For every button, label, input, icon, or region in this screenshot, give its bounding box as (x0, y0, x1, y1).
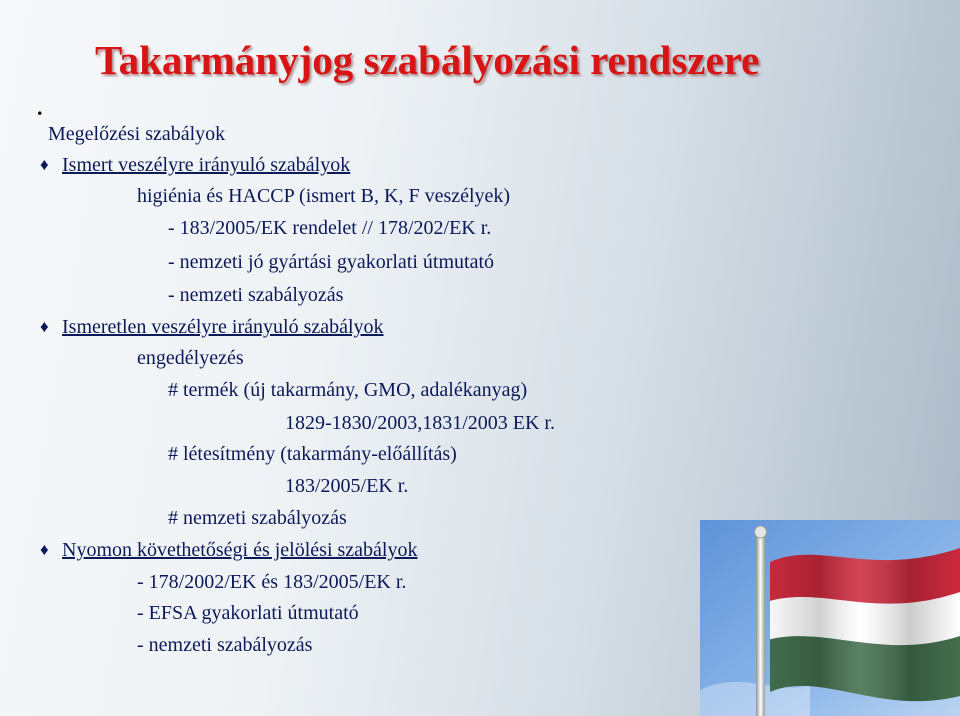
line-megelozesi: Megelőzési szabályok (48, 123, 226, 145)
diamond-bullet-icon: ♦ (40, 155, 49, 174)
line-higienia: higiénia és HACCP (ismert B, K, F veszélyek) (137, 185, 511, 207)
line-nemzeti-szabalyozas-3: - nemzeti szabályozás (137, 634, 313, 656)
line-ismeretlen-veszely: Ismeretlen veszélyre irányuló szabályok (62, 316, 384, 338)
diamond-bullet-icon: ♦ (40, 540, 49, 559)
diamond-bullet-icon: ♦ (40, 317, 49, 336)
line-nemzeti-szabalyozas-1: - nemzeti szabályozás (168, 284, 344, 306)
line-letesitmeny: # létesítmény (takarmány-előállítás) (168, 443, 457, 465)
stray-dot: . (37, 95, 43, 120)
line-nyomon-kovethetoseg: Nyomon követhetőségi és jelölési szabályok (62, 539, 418, 561)
line-rendelet-183-2: 183/2005/EK r. (285, 475, 409, 497)
hungarian-flag-icon (700, 520, 960, 716)
line-ismert-veszely: Ismert veszélyre irányuló szabályok (62, 154, 351, 176)
line-efsa: - EFSA gyakorlati útmutató (137, 602, 359, 624)
line-rendelet-1829: 1829-1830/2003,1831/2003 EK r. (285, 412, 555, 434)
line-nemzeti-jo-gyakorlat: - nemzeti jó gyártási gyakorlati útmutató (168, 251, 495, 273)
line-rendelet-183: - 183/2005/EK rendelet // 178/202/EK r. (168, 217, 492, 239)
line-termek: # termék (új takarmány, GMO, adalékanyag) (168, 379, 528, 401)
line-rendelet-178: - 178/2002/EK és 183/2005/EK r. (137, 571, 407, 593)
slide-title: Takarmányjog szabályozási rendszere (95, 37, 760, 83)
line-nemzeti-szabalyozas-2: # nemzeti szabályozás (168, 507, 347, 529)
line-engedelyezes: engedélyezés (137, 347, 244, 369)
